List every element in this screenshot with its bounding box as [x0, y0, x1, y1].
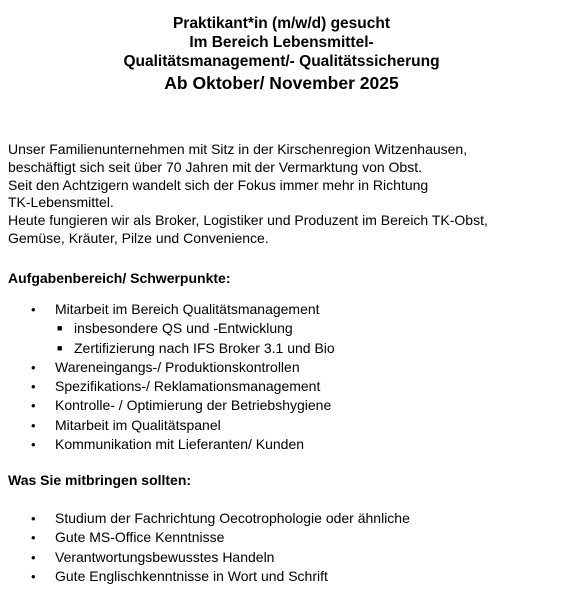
sub-list-item: [0, 339, 560, 358]
sub-list-item: [0, 319, 560, 338]
tasks-list: [0, 300, 560, 454]
bullet-icon: •: [31, 568, 36, 584]
list-item: [0, 567, 560, 586]
bullet-icon: •: [31, 530, 36, 546]
list-item: [0, 435, 560, 454]
list-item-text: Gute Englischkenntnisse in Wort und Schrift: [55, 567, 328, 584]
list-item-text: Wareneingangs-/ Produktionskontrollen: [55, 358, 300, 375]
job-area-line-2: Qualitätsmanagement/- Qualitätssicherung: [123, 53, 440, 70]
intro-line: Unser Familienunternehmen mit Sitz in der Kirschenregion Witzenhausen,: [8, 141, 468, 157]
list-item-text: Gute MS-Office Kenntnisse: [55, 529, 225, 546]
bullet-icon: •: [31, 398, 36, 414]
list-item: [0, 396, 560, 415]
tasks-heading: Aufgabenbereich/ Schwerpunkte:: [8, 270, 231, 286]
intro-line: beschäftigt sich seit über 70 Jahren mit der Vermarktung von Obst.: [8, 158, 422, 175]
intro-line: Gemüse, Kräuter, Pilze und Convenience.: [8, 229, 269, 246]
bullet-icon: •: [31, 549, 36, 565]
requirements-heading: Was Sie mitbringen sollten:: [8, 472, 192, 488]
intro-line: Heute fungieren wir als Broker, Logistiker und Produzent im Bereich TK-Obst,: [8, 212, 488, 229]
intro-line: TK-Lebensmittel.: [8, 194, 114, 211]
intro-line: Seit den Achtzigern wandelt sich der Fokus immer mehr in Richtung: [8, 176, 429, 193]
list-item-text: insbesondere QS und -Entwicklung: [74, 320, 293, 337]
list-item-text: Mitarbeit im Qualitätspanel: [55, 416, 221, 433]
list-item-text: Studium der Fachrichtung Oecotrophologie oder ähnliche: [55, 510, 410, 526]
bullet-icon: •: [31, 359, 36, 375]
list-item-text: Spezifikations-/ Reklamationsmanagement: [55, 378, 321, 395]
bullet-icon: •: [31, 379, 36, 395]
company-intro: [8, 141, 560, 248]
list-item: [0, 509, 560, 528]
list-item-text: Mitarbeit im Bereich Qualitätsmanagement: [55, 301, 320, 317]
list-item-text: Kommunikation mit Lieferanten/ Kunden: [55, 436, 305, 453]
list-item: [0, 300, 560, 319]
square-bullet-icon: ■: [57, 323, 63, 334]
list-item: [0, 548, 560, 567]
bullet-icon: •: [31, 511, 36, 526]
job-title-block: [0, 14, 563, 94]
square-bullet-icon: ■: [57, 342, 63, 353]
list-item: [0, 528, 560, 547]
job-area-line-1: Im Bereich Lebensmittel-: [189, 34, 374, 51]
job-start-date: Ab Oktober/ November 2025: [164, 73, 399, 93]
list-item-text: Zertifizierung nach IFS Broker 3.1 und Bio: [74, 339, 335, 356]
job-title: Praktikant*in (m/w/d) gesucht: [172, 15, 391, 32]
list-item-text: Kontrolle- / Optimierung der Betriebshygiene: [55, 397, 332, 414]
list-item-text: Verantwortungsbewusstes Handeln: [55, 548, 275, 565]
bullet-icon: •: [31, 302, 36, 317]
bullet-icon: •: [31, 437, 36, 453]
list-item: [0, 377, 560, 396]
list-item: [0, 358, 560, 377]
requirements-list: [0, 509, 560, 586]
bullet-icon: •: [31, 417, 36, 433]
list-item: [0, 416, 560, 435]
